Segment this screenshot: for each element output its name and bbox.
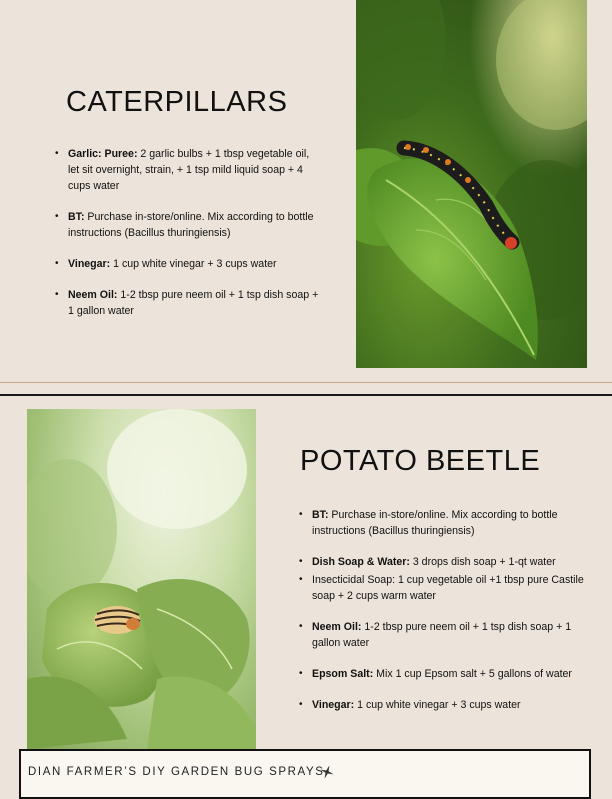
list-item xyxy=(299,666,592,682)
list-item xyxy=(299,572,592,604)
remedy-label: BT: xyxy=(312,509,329,521)
remedy-text: 2 garlic bulbs + 1 tbsp vegetable oil, let sit overnight, strain, + 1 tsp mild liquid soap + 4 cups water xyxy=(68,148,310,192)
remedy-label: Garlic: Puree: xyxy=(68,148,138,160)
remedy-label: Vinegar: xyxy=(312,699,355,711)
leaf-sparkle-icon xyxy=(320,765,334,784)
list-item xyxy=(55,287,323,319)
list-item xyxy=(299,697,592,713)
remedy-label: Epsom Salt: xyxy=(312,668,374,680)
section-divider xyxy=(0,382,612,383)
list-item xyxy=(299,619,592,651)
remedy-label: Dish Soap & Water: xyxy=(312,556,410,568)
remedy-text: 1 cup white vinegar + 3 cups water xyxy=(354,699,521,711)
remedy-text: 1-2 tbsp pure neem oil + 1 tsp dish soap + 1 gallon water xyxy=(68,289,319,317)
remedy-text: Purchase in-store/online. Mix according to bottle instructions (Bacillus thuringiensis) xyxy=(312,509,558,537)
potato-beetle-illustration xyxy=(27,409,256,749)
potato-beetle-title: POTATO BEETLE xyxy=(300,445,541,477)
remedy-text: 3 drops dish soap + 1-qt water xyxy=(409,556,556,568)
remedy-text: Mix 1 cup Epsom salt + 5 gallons of water xyxy=(373,668,572,680)
remedy-text: Insecticidal Soap: 1 cup vegetable oil +1 tbsp pure Castile soap + 2 cups warm water xyxy=(312,574,584,602)
potato-beetle-photo xyxy=(27,409,256,749)
list-item xyxy=(55,209,323,241)
list-item xyxy=(55,256,323,272)
caterpillar-remedies-list xyxy=(55,146,323,334)
potato-beetle-remedies-list xyxy=(299,507,592,728)
list-item xyxy=(299,554,592,570)
remedy-text: 1-2 tbsp pure neem oil + 1 tsp dish soap + 1 gallon water xyxy=(312,621,572,649)
remedy-label: Neem Oil: xyxy=(68,289,118,301)
remedy-label: Vinegar: xyxy=(68,258,111,270)
footer-title: DIAN FARMER’S DIY GARDEN BUG SPRAYS xyxy=(28,766,325,778)
caterpillar-illustration xyxy=(356,0,587,368)
caterpillars-title: CATERPILLARS xyxy=(66,86,288,118)
section-divider-dark xyxy=(0,394,612,396)
list-item xyxy=(299,507,592,539)
list-item xyxy=(55,146,323,194)
remedy-label: BT: xyxy=(68,211,85,223)
remedy-text: 1 cup white vinegar + 3 cups water xyxy=(110,258,277,270)
remedy-label: Neem Oil: xyxy=(312,621,362,633)
remedy-text: Purchase in-store/online. Mix according to bottle instructions (Bacillus thuringiensis) xyxy=(68,211,314,239)
caterpillar-photo xyxy=(356,0,587,368)
